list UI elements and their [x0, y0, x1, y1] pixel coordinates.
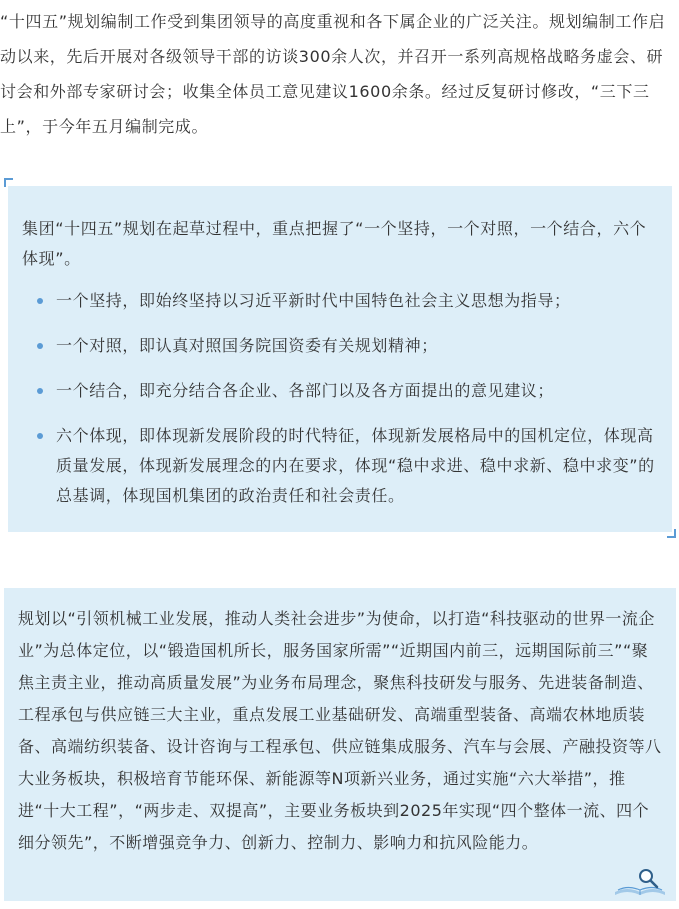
list-item-text: 六个体现，即体现新发展阶段的时代特征，体现新发展格局中的国机定位，体现高质量发展，体现新发展理念的内在要求，体现“稳中求进、稳中求新、稳中求变”的总基调，体现国机集团的政治责任和社会责任。	[56, 426, 655, 505]
bullet-dot-icon	[37, 433, 43, 439]
bullet-dot-icon	[37, 343, 43, 349]
corner-bracket-bottom-right-icon	[667, 529, 676, 538]
intro-paragraph: “十四五”规划编制工作受到集团领导的高度重视和各下属企业的广泛关注。规划编制工作启动以来，先后开展对各级领导干部的访谈300余人次，并召开一系列高规格战略务虚会、研讨会和外部专家研讨会；收集全体员工意见建议1600余条。经过反复研讨修改，“三下三上”，于今年五月编制完成。	[0, 12, 666, 136]
list-item	[22, 286, 658, 316]
list-item-text: 一个对照，即认真对照国务院国资委有关规划精神；	[56, 336, 438, 355]
list-item	[22, 376, 658, 406]
callout-list	[22, 286, 658, 511]
list-item	[22, 331, 658, 361]
list-item-text: 一个坚持，即始终坚持以习近平新时代中国特色社会主义思想为指导；	[56, 291, 571, 310]
list-item	[22, 421, 658, 511]
callout-box	[8, 186, 672, 532]
mission-box	[4, 588, 676, 901]
bullet-dot-icon	[37, 388, 43, 394]
list-item-text: 一个结合，即充分结合各企业、各部门以及各方面提出的意见建议；	[56, 381, 555, 400]
book-magnifier-icon	[612, 865, 668, 899]
callout-section	[4, 178, 676, 538]
callout-intro: 集团“十四五”规划在起草过程中，重点把握了“一个坚持，一个对照，一个结合，六个体现”。	[22, 219, 647, 268]
bullet-dot-icon	[37, 298, 43, 304]
mission-paragraph: 规划以“引领机械工业发展，推动人类社会进步”为使命，以打造“科技驱动的世界一流企业”为总体定位，以“锻造国机所长，服务国家所需”“近期国内前三，远期国际前三”“聚焦主责主业，推动高质量发展”为业务布局理念，聚焦科技研发与服务、先进装备制造、工程承包与供应链三大主业，重点发展工业基础研发、高端重型装备、高端农林地质装备、高端纺织装备、设计咨询与工程承包、供应链集成服务、汽车与会展、产融投资等八大业务板块，积极培育节能环保、新能源等N项新兴业务，通过实施“六大举措”，推进“十大工程”，“两步走、双提高”，主要业务板块到2025年实现“四个整体一流、四个细分领先”，不断增强竞争力、创新力、控制力、影响力和抗风险能力。	[18, 609, 662, 852]
